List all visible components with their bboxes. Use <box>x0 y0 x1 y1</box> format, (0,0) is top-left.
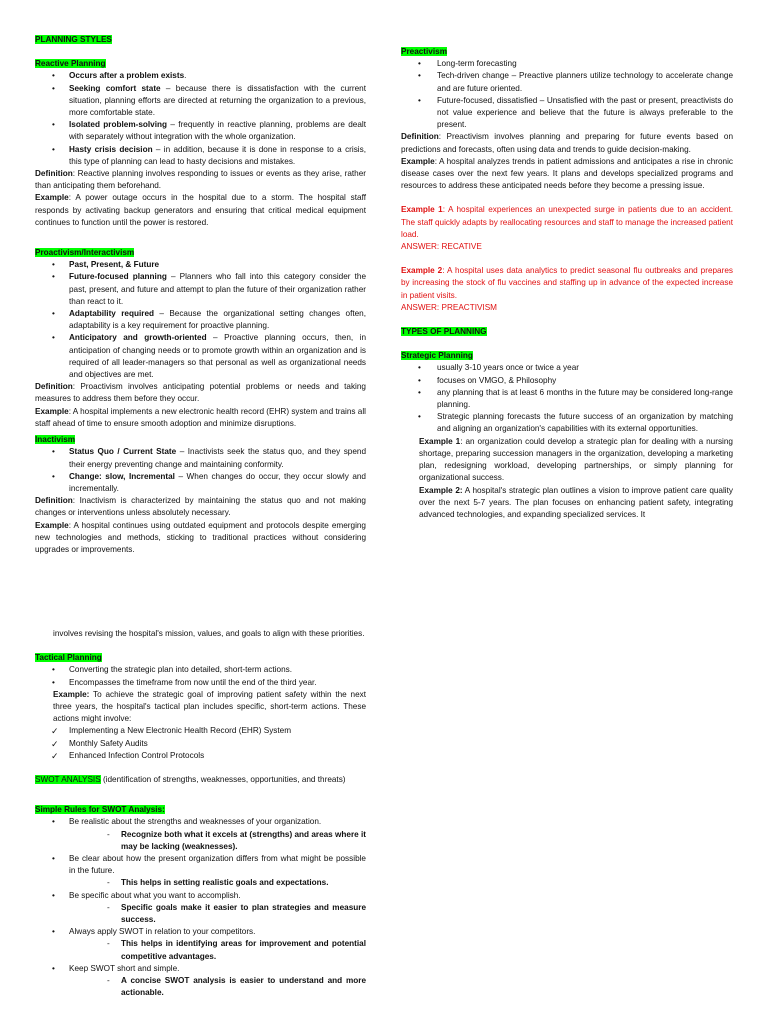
list-item: • Be specific about what you want to accomplish. - Specific goals make it easier to plan strategies and measure success. <box>35 890 366 927</box>
inactivism-definition: Definition: Inactivism is characterized by maintaining the status quo and not making changes or interventions unless absolutely necessary. <box>35 496 366 518</box>
list-item: • Be realistic about the strengths and weaknesses of your organization. - Recognize both what it excels at (strengths) and areas where it may be lacking (weaknesses). <box>35 816 366 853</box>
list-item: • Always apply SWOT in relation to your competitors. - This helps in identifying areas for improvement and potential competitive advantages. <box>35 926 366 963</box>
sub-item: - Specific goals make it easier to plan strategies and measure success. <box>69 902 366 926</box>
list-item: • Converting the strategic plan into detailed, short-term actions. <box>35 664 366 676</box>
inactivism-list <box>35 446 366 495</box>
list-item: • Anticipatory and growth-oriented – Proactive planning occurs, then, in anticipation of changing needs or to promote growth within an organization and is required of all leader-managers so that personal as well as organizational needs and objectives are met. <box>35 332 366 381</box>
tactical-example: Example: To achieve the strategic goal of improving patient safety within the next three years, the hospital's tactical plan includes specific, short-term actions. These actions might involve: <box>53 689 366 724</box>
quiz-answer-2: ANSWER: PREACTIVISM <box>401 302 497 312</box>
reactive-definition: Definition: Reactive planning involves responding to issues or events as they arise, rather than anticipating them beforehand. <box>35 169 366 191</box>
quiz-answer-1: ANSWER: RECATIVE <box>401 242 482 252</box>
swot-rules-heading: Simple Rules for SWOT Analysis: <box>35 805 165 815</box>
checklist-item: ✓ Enhanced Infection Control Protocols <box>35 750 366 762</box>
strategic-list <box>401 362 733 435</box>
list-item: • Future-focused, dissatisfied – Unsatisfied with the past or present, preactivists do not value experience and believe that the future is always preferable to the present. <box>401 95 733 132</box>
swot-heading: SWOT ANALYSIS <box>35 775 101 785</box>
checklist-item: ✓ Implementing a New Electronic Health Record (EHR) System <box>35 725 366 737</box>
list-item: • Tech-driven change – Preactive planners utilize technology to accelerate change and are future oriented. <box>401 70 733 94</box>
list-item: • Long-term forecasting <box>401 58 733 70</box>
strategic-heading: Strategic Planning <box>401 351 473 361</box>
list-item: • Hasty crisis decision – in addition, because it is done in response to a crisis, this type of planning can lead to hasty decisions and mistakes. <box>35 144 366 168</box>
preactivism-example: Example: A hospital analyzes trends in patient admissions and anticipates a rise in chronic disease cases over the next few years. It plans and develops specialized programs and resources to address these anticipated needs before they become a pressing issue. <box>401 156 733 191</box>
page-title: PLANNING STYLES <box>35 35 112 44</box>
tactical-checklist <box>35 725 366 762</box>
proactivism-example: Example: A hospital implements a new electronic health record (EHR) system and trains all staff ahead of time to ensure smooth adoption and minimize disruptions. <box>35 406 366 428</box>
strategic-example-1: Example 1: an organization could develop a strategic plan for dealing with a nursing shortage, preparing succession managers in the organization, developing a marketing plan, redesigning workload, developing partnerships, or simply planning for organizational success. <box>419 436 733 483</box>
sub-item: - This helps in setting realistic goals and expectations. <box>69 877 366 889</box>
list-item: • Occurs after a problem exists. <box>35 70 366 82</box>
sub-item: - This helps in identifying areas for improvement and potential competitive advantages. <box>69 938 366 962</box>
list-item: • Status Quo / Current State – Inactivists seek the status quo, and they spend their energy preventing change and maintaining conformity. <box>35 446 366 470</box>
inactivism-example: Example: A hospital continues using outdated equipment and protocols despite emerging new technologies and methods, sticking to traditional practices without considering upgrades or improvements. <box>35 520 366 554</box>
right-column <box>401 46 733 521</box>
inactivism-heading: Inactivism <box>35 435 76 445</box>
sub-item: - A concise SWOT analysis is easier to understand and more actionable. <box>69 975 366 999</box>
list-item: • Isolated problem-solving – frequently in reactive planning, problems are dealt with separately without integration with the whole organization. <box>35 119 366 143</box>
list-item: • Keep SWOT short and simple. - A concise SWOT analysis is easier to understand and more actionable. <box>35 963 366 1000</box>
list-item: • Change: slow, Incremental – When changes do occur, they occur slowly and incrementally. <box>35 471 366 495</box>
preactivism-heading: Preactivism <box>401 47 447 56</box>
list-item: • Seeking comfort state – because there is dissatisfaction with the current situation, planning efforts are directed at returning the organization to a previous, more comfortable state. <box>35 83 366 120</box>
checklist-item: ✓ Monthly Safety Audits <box>35 738 366 750</box>
strategic-continuation: involves revising the hospital's mission, values, and goals to align with these priorities. <box>53 629 365 638</box>
tactical-list <box>35 664 366 688</box>
proactivism-heading: Proactivism/Interactivism <box>35 248 135 258</box>
reactive-heading: Reactive Planning <box>35 59 106 69</box>
swot-intro: SWOT ANALYSIS (identification of strengths, weaknesses, opportunities, and threats) <box>35 775 346 785</box>
reactive-example: Example: A power outage occurs in the hospital due to a storm. The hospital staff responds by activating backup generators and ensuring that critical medical equipment continues to function until the power is restored. <box>35 193 366 227</box>
list-item: • Encompasses the timeframe from now until the end of the third year. <box>35 677 366 689</box>
list-item: • Adaptability required – Because the organizational setting changes often, adaptability is a key requirement for proactive planning. <box>35 308 366 332</box>
types-title: TYPES OF PLANNING <box>401 327 487 337</box>
quiz-example-2: Example 2: A hospital uses data analytics to predict seasonal flu outbreaks and prepares by increasing the stock of flu vaccines and staffing up in advance of the expected increase in patient visits. <box>401 266 733 300</box>
preactivism-list <box>401 58 733 131</box>
proactivism-list <box>35 259 366 381</box>
proactivism-definition: Definition: Proactivism involves anticipating potential problems or needs and taking measures to address them before they occur. <box>35 382 366 404</box>
strategic-example-2: Example 2: A hospital's strategic plan outlines a vision to improve patient care quality over the next 5-7 years. The plan focuses on enhancing patient safety, integrating advanced technologies, and expanding specialized services. It <box>419 485 733 519</box>
list-item: • focuses on VMGO, & Philosophy <box>401 375 733 387</box>
tactical-heading: Tactical Planning <box>35 653 102 663</box>
page-two-column <box>35 628 366 999</box>
sub-item: - Recognize both what it excels at (strengths) and areas where it may be lacking (weaknesses). <box>69 829 366 853</box>
list-item: • Future-focused planning – Planners who fall into this category consider the past, present, and future and attempt to plan the future of their organization rather than react to it. <box>35 271 366 308</box>
preactivism-definition: Definition: Preactivism involves planning and preparing for future events based on predictions and forecasts, often using data and trends to guide decision-making. <box>401 132 733 154</box>
list-item: • Be clear about how the present organization differs from what might be possible in the future. - This helps in setting realistic goals and expectations. <box>35 853 366 890</box>
list-item: • Past, Present, & Future <box>35 259 366 271</box>
swot-rules-list <box>35 816 366 999</box>
list-item: • any planning that is at least 6 months in the future may be considered long-range planning. <box>401 387 733 411</box>
list-item: • Strategic planning forecasts the future success of an organization by matching and aligning an organization's capabilities with its external opportunities. <box>401 411 733 435</box>
left-column <box>35 34 366 556</box>
list-item: • usually 3-10 years once or twice a year <box>401 362 733 374</box>
reactive-list <box>35 70 366 168</box>
quiz-example-1: Example 1: A hospital experiences an unexpected surge in patients due to an accident. The staff quickly adapts by reallocating resources and staff to manage the increased patient load. <box>401 205 733 239</box>
